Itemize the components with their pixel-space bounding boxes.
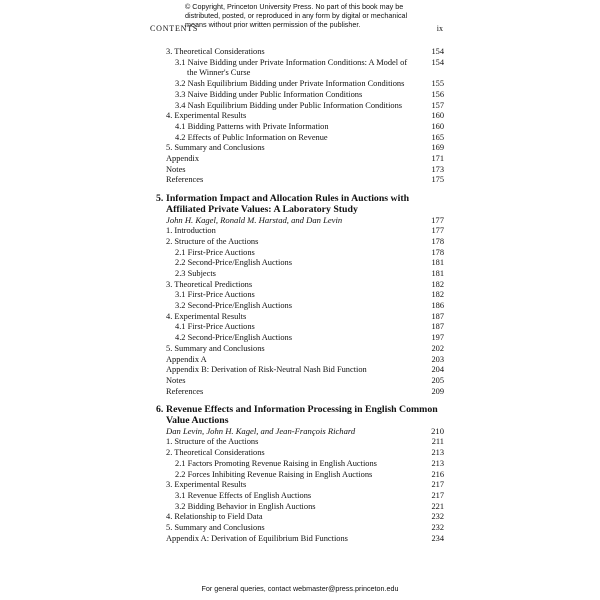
chapter-5 <box>156 193 444 226</box>
toc-entry-text: 3.1 Revenue Effects of English Auctions <box>175 490 312 500</box>
toc-entry-page: 216 <box>431 469 444 479</box>
toc-entry-page: 160 <box>431 111 444 121</box>
toc-entry-title <box>166 512 424 523</box>
toc-entry-text: 3.2 Bidding Behavior in English Auctions <box>175 501 316 511</box>
toc-entry-page: 181 <box>431 268 444 278</box>
toc-entry-title <box>166 491 424 502</box>
toc-entry <box>166 491 444 502</box>
toc-entry <box>166 344 444 355</box>
toc-entry-text: 3. Theoretical Predictions <box>166 279 253 289</box>
toc-entry-text: Notes <box>166 164 186 174</box>
toc-entry-text: Notes <box>166 375 186 385</box>
toc-entry-title <box>166 376 424 387</box>
footer-contact: For general queries, contact webmaster@press.princeton.edu <box>201 584 399 593</box>
toc-entry-text: 3. Experimental Results <box>166 480 247 490</box>
toc-entry-title <box>166 290 424 301</box>
toc-entry-page: 232 <box>431 523 444 533</box>
toc-entry <box>166 534 444 545</box>
toc-entry-title <box>166 470 424 481</box>
toc-entry-title <box>166 280 424 291</box>
toc-entry-continuation: the Winner's Curse <box>187 68 251 78</box>
toc-entry-page: 171 <box>431 154 444 164</box>
toc-entry-title <box>166 143 424 154</box>
toc-entry <box>166 437 444 448</box>
toc-entry-text: 3.2 Second-Price/English Auctions <box>175 301 293 311</box>
toc-entry-title <box>166 90 424 101</box>
chapter-6-authors: Dan Levin, John H. Kagel, and Jean-François Richard <box>166 426 356 437</box>
toc-entry-text: 2.2 Second-Price/English Auctions <box>175 258 293 268</box>
toc-entry <box>166 90 444 101</box>
toc-entry-text: 4.2 Effects of Public Information on Revenue <box>175 132 328 142</box>
toc-entry <box>166 165 444 176</box>
toc-entry-title <box>166 165 424 176</box>
toc-entry-title <box>166 534 424 545</box>
toc-entry-title <box>166 269 424 280</box>
toc-entry <box>166 248 444 259</box>
toc-entry-title <box>166 154 424 165</box>
toc-entry <box>166 365 444 376</box>
toc-entry-page: 205 <box>431 375 444 385</box>
toc-entry-title <box>166 344 424 355</box>
toc-entry-text: 2.3 Subjects <box>175 268 216 278</box>
toc-entry-page: 217 <box>431 480 444 490</box>
toc-entry <box>166 301 444 312</box>
toc-entry-text: 5. Summary and Conclusions <box>166 143 265 153</box>
chapter-6-authors-row <box>166 426 444 437</box>
toc-entry-title <box>166 133 424 144</box>
toc-entry-text: 1. Introduction <box>166 226 216 236</box>
toc-entry-page: 186 <box>431 301 444 311</box>
toc-entry-title <box>166 226 424 237</box>
toc-entry-text: 2.2 Forces Inhibiting Revenue Raising in English Auctions <box>175 469 373 479</box>
chapter-5-entries <box>166 226 444 397</box>
toc-entry-title <box>166 111 424 122</box>
toc-entry-text: 4.2 Second-Price/English Auctions <box>175 333 293 343</box>
toc-entry-title <box>166 480 424 491</box>
toc-entry-page: 187 <box>431 322 444 332</box>
toc-entry-text: 5. Summary and Conclusions <box>166 343 265 353</box>
toc-entry-text: 4.1 First-Price Auctions <box>175 322 255 332</box>
toc-entry-page: 182 <box>431 290 444 300</box>
toc-entry-page: 203 <box>431 354 444 364</box>
toc-entry-page: 175 <box>431 175 444 185</box>
toc-entry-title <box>166 523 424 534</box>
toc-entry-text: Appendix <box>166 154 200 164</box>
chapter-5-title-row <box>156 193 444 215</box>
toc-entry-title <box>166 101 424 112</box>
chapter-6-entries <box>166 437 444 544</box>
toc-entry <box>166 269 444 280</box>
chapter-6-title-row <box>156 404 444 426</box>
toc-entry-title <box>166 122 424 133</box>
toc-entry-title <box>166 312 424 323</box>
toc-entry <box>166 355 444 366</box>
chapter-5-number: 5. <box>156 193 164 205</box>
toc-entry-page: 173 <box>431 164 444 174</box>
toc-entry <box>166 322 444 333</box>
toc-entry <box>166 154 444 165</box>
toc-entry-page: 178 <box>431 247 444 257</box>
toc-entry <box>166 376 444 387</box>
toc-entry-title <box>166 79 424 90</box>
toc-entry-title <box>166 237 424 248</box>
toc-entry-page: 154 <box>431 57 444 67</box>
toc-entry-page: 181 <box>431 258 444 268</box>
toc-entry-title <box>166 459 424 470</box>
toc-entry-page: 155 <box>431 79 444 89</box>
chapter-5-authors: John H. Kagel, Ronald M. Harstad, and Dan Levin <box>166 215 343 226</box>
toc-entry <box>166 79 444 90</box>
toc-entry-page: 217 <box>431 490 444 500</box>
toc-entry-text: Appendix A <box>166 354 207 364</box>
toc-entry <box>166 523 444 534</box>
toc-entry-text: Appendix A: Derivation of Equilibrium Bid Functions <box>166 533 348 543</box>
toc-entry-text: References <box>166 175 204 185</box>
toc-entry-title <box>166 448 424 459</box>
toc-entry-text: 4. Experimental Results <box>166 311 247 321</box>
toc-entry <box>166 512 444 523</box>
toc-entry-title <box>166 502 424 513</box>
toc-entry <box>166 133 444 144</box>
toc-entry <box>166 470 444 481</box>
toc-entry-page: 157 <box>431 100 444 110</box>
toc-entry-title <box>166 47 424 58</box>
toc-entry-page: 211 <box>431 437 444 447</box>
toc-entry <box>166 459 444 470</box>
table-of-contents <box>156 47 444 544</box>
toc-entry <box>166 58 444 79</box>
chapter-6-title: Revenue Effects and Information Processing in English Common Value Auctions <box>166 404 438 427</box>
chapter-6-number: 6. <box>156 404 164 416</box>
toc-entry <box>166 237 444 248</box>
toc-entry-title <box>166 258 424 269</box>
toc-entry-page: 202 <box>431 343 444 353</box>
toc-entry-text: 3.4 Nash Equilibrium Bidding under Public Information Conditions <box>175 100 403 110</box>
toc-entry-text: 3.2 Nash Equilibrium Bidding under Private Information Conditions <box>175 79 405 89</box>
toc-entry-page: 197 <box>431 333 444 343</box>
toc-entry <box>166 122 444 133</box>
toc-entry-text: 5. Summary and Conclusions <box>166 523 265 533</box>
toc-entry-text: 3.3 Naive Bidding under Public Information Conditions <box>175 89 363 99</box>
toc-entry-text: 2.1 First-Price Auctions <box>175 247 255 257</box>
toc-entry <box>166 47 444 58</box>
chapter-5-page: 177 <box>431 215 444 226</box>
toc-entry-title <box>166 365 424 376</box>
toc-entry <box>166 312 444 323</box>
page-number: ix <box>436 24 443 33</box>
toc-entry-title <box>166 248 424 259</box>
running-head <box>150 24 443 33</box>
running-head-title: CONTENTS <box>150 24 199 33</box>
toc-entry-page: 165 <box>431 132 444 142</box>
toc-entry-page: 156 <box>431 89 444 99</box>
toc-entry-page: 209 <box>431 386 444 396</box>
toc-entry-page: 177 <box>431 226 444 236</box>
toc-entry-page: 232 <box>431 512 444 522</box>
toc-entry-page: 221 <box>431 501 444 511</box>
toc-entry-text: 4. Relationship to Field Data <box>166 512 263 522</box>
toc-entry-title <box>166 355 424 366</box>
toc-entry <box>166 175 444 186</box>
chapter-5-title: Information Impact and Allocation Rules in Auctions with Affiliated Private Values: A Laboratory Study <box>166 193 410 216</box>
toc-entry-page: 234 <box>431 533 444 543</box>
toc-entry-text: 2.1 Factors Promoting Revenue Raising in English Auctions <box>175 458 377 468</box>
toc-entry-text: 3.1 First-Price Auctions <box>175 290 255 300</box>
toc-entry-page: 213 <box>431 448 444 458</box>
toc-entry-text: 4. Experimental Results <box>166 111 247 121</box>
toc-entry <box>166 258 444 269</box>
section-list-top <box>166 47 444 186</box>
toc-entry-page: 187 <box>431 311 444 321</box>
toc-entry <box>166 143 444 154</box>
chapter-5-authors-row <box>166 215 444 226</box>
toc-entry-title <box>166 437 424 448</box>
toc-entry <box>166 448 444 459</box>
chapter-6-page: 210 <box>431 426 444 437</box>
toc-entry-title <box>166 322 424 333</box>
toc-entry <box>166 480 444 491</box>
toc-entry-title <box>166 58 424 79</box>
toc-entry-page: 204 <box>431 365 444 375</box>
toc-entry-page: 154 <box>431 47 444 56</box>
copyright-notice: © Copyright, Princeton University Press. No part of this book may be distributed, posted, or reproduced in any form by digital or mechanical means without prior written permission of the publisher. <box>185 2 408 29</box>
toc-entry-text: 3.1 Naive Bidding under Private Information Conditions: A Model of <box>175 57 408 67</box>
toc-entry-title <box>166 387 424 398</box>
toc-entry-title <box>166 333 424 344</box>
toc-entry-title <box>166 301 424 312</box>
toc-entry <box>166 226 444 237</box>
toc-entry-text: 2. Structure of the Auctions <box>166 236 259 246</box>
toc-entry-text: 4.1 Bidding Patterns with Private Information <box>175 121 329 131</box>
toc-entry-text: References <box>166 386 204 396</box>
toc-entry-page: 213 <box>431 458 444 468</box>
toc-entry <box>166 101 444 112</box>
toc-entry <box>166 333 444 344</box>
toc-entry-page: 169 <box>431 143 444 153</box>
toc-entry <box>166 387 444 398</box>
toc-entry <box>166 111 444 122</box>
toc-entry <box>166 280 444 291</box>
toc-entry-text: Appendix B: Derivation of Risk-Neutral Nash Bid Function <box>166 365 367 375</box>
toc-entry-title <box>166 175 424 186</box>
toc-entry-text: 1. Structure of the Auctions <box>166 437 259 447</box>
toc-entry-text: 3. Theoretical Considerations <box>166 47 265 56</box>
toc-entry-page: 160 <box>431 121 444 131</box>
toc-entry-text: 2. Theoretical Considerations <box>166 448 265 458</box>
toc-entry-page: 178 <box>431 236 444 246</box>
chapter-6 <box>156 404 444 437</box>
toc-entry <box>166 502 444 513</box>
toc-entry <box>166 290 444 301</box>
toc-entry-page: 182 <box>431 279 444 289</box>
